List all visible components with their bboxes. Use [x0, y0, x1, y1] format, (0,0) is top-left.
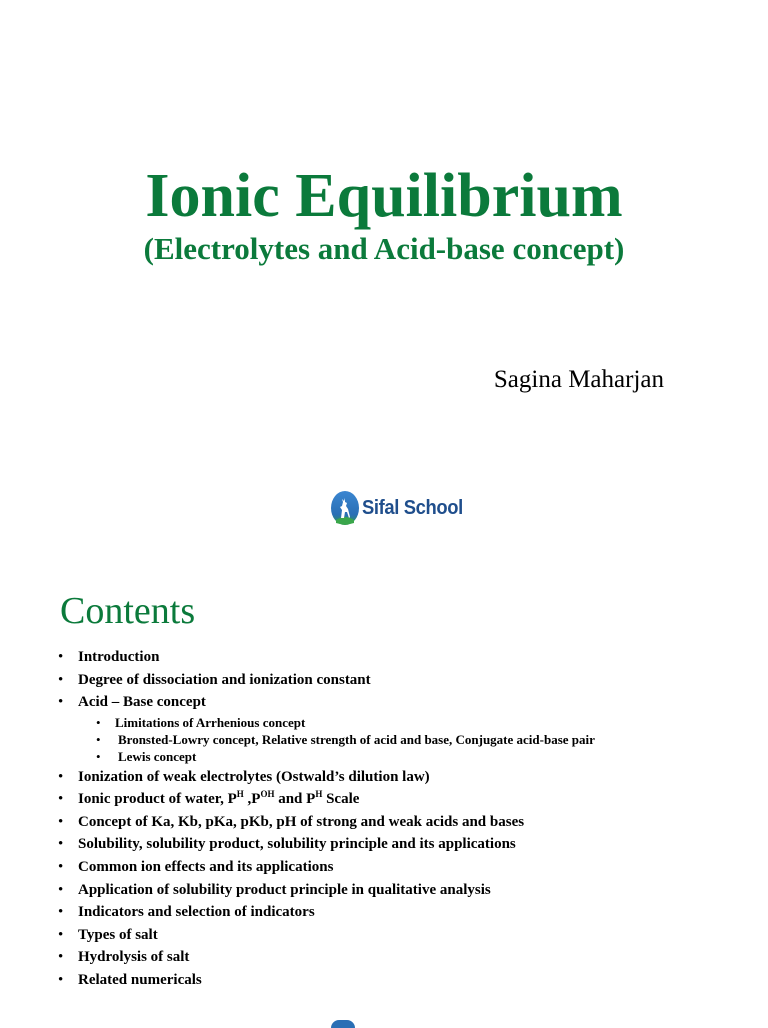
- main-title: Ionic Equilibrium: [145, 162, 623, 230]
- contents-list: [58, 646, 758, 992]
- list-item-label: Acid – Base concept: [78, 694, 206, 711]
- list-item: • Ionization of weak electrolytes (Ostwald’s dilution law): [58, 766, 758, 789]
- sub-list-item: • Bronsted-Lowry concept, Relative strength of acid and base, Conjugate acid-base pair: [78, 731, 758, 748]
- logo-text: Sifal School: [362, 496, 463, 519]
- list-item: • Related numericals: [58, 969, 758, 992]
- sub-list-item: • Lewis concept: [78, 748, 758, 765]
- list-item: • Application of solubility product principle in qualitative analysis: [58, 879, 758, 902]
- list-item: • Hydrolysis of salt: [58, 946, 758, 969]
- list-item: • Degree of dissociation and ionization constant: [58, 669, 758, 692]
- ionic-product-text: Scale: [322, 791, 360, 808]
- author-name: Sagina Maharjan: [493, 366, 664, 393]
- next-slide-logo-icon: [331, 1020, 355, 1028]
- list-item: • Concept of Ka, Kb, pKa, pKb, pH of strong and weak acids and bases: [58, 811, 758, 834]
- sifal-school-logo: [330, 488, 472, 528]
- superscript: OH: [260, 789, 275, 800]
- ionic-product-text: Ionic product of water, P: [78, 791, 237, 808]
- list-item: • Common ion effects and its applications: [58, 856, 758, 879]
- list-item-ionic-product: [58, 788, 758, 811]
- subtitle: (Electrolytes and Acid-base concept): [143, 231, 625, 266]
- list-item: • Indicators and selection of indicators: [58, 901, 758, 924]
- contents-slide: [0, 578, 768, 1024]
- list-item: • Introduction: [58, 646, 758, 669]
- list-item: • Solubility, solubility product, solubility principle and its applications: [58, 833, 758, 856]
- superscript: H: [315, 789, 323, 800]
- ionic-product-text: ,P: [243, 791, 261, 808]
- superscript: H: [236, 789, 244, 800]
- list-item-acid-base: [58, 691, 758, 765]
- list-item: • Types of salt: [58, 924, 758, 947]
- acid-base-sublist: [78, 714, 758, 766]
- deer-logo-icon: [330, 490, 360, 526]
- contents-heading: Contents: [60, 590, 196, 632]
- ionic-product-text: and P: [274, 791, 316, 808]
- sub-list-item: • Limitations of Arrhenious concept: [78, 714, 758, 731]
